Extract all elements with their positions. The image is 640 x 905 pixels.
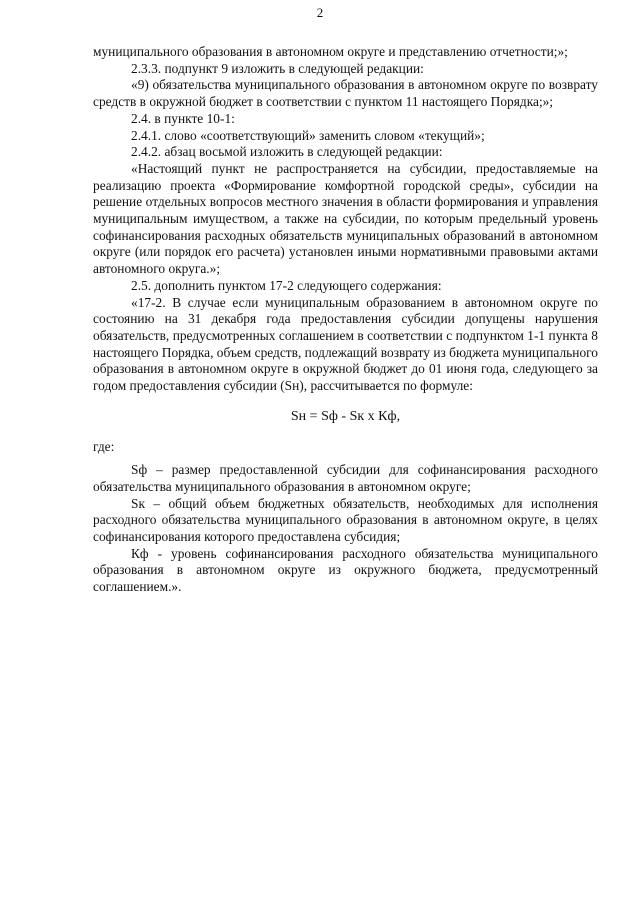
paragraph: 2.4.1. слово «соответствующий» заменить словом «текущий»; [131,127,485,143]
paragraph: 2.3.3. подпункт 9 изложить в следующей редакции: [131,60,424,76]
definition-sk: Sк – общий объем бюджетных обязательств, необходимых для исполнения расходного обязательства муниципального образования в автономном округе, в целях софинансирования которого предоставлена субсидия; [93,495,598,544]
where-label: где: [93,439,115,455]
definition-kf: Кф - уровень софинансирования расходного обязательства муниципального образования в автономном округе из окружного бюджета, предусмотренный соглашением.». [93,545,598,595]
document-body [93,44,598,596]
paragraph: 2.4. в пункте 10-1: [131,110,235,126]
paragraph: муниципального образования в автономном округе и представлению отчетности;»; [93,44,568,59]
definition-sf: Sф – размер предоставленной субсидии для софинансирования расходного обязательства муниципального образования в автономном округе; [93,462,598,494]
paragraph: 2.5. дополнить пунктом 17-2 следующего содержания: [131,277,442,293]
paragraph: «9) обязательства муниципального образования в автономном округе по возврату средств в окружной бюджет в соответствии с пунктом 11 настоящего Порядка;»; [93,77,598,110]
page-number: 2 [316,5,324,20]
paragraph: 2.4.2. абзац восьмой изложить в следующей редакции: [131,144,443,160]
paragraph: «Настоящий пункт не распространяется на субсидии, предоставляемые на реализацию проекта «Формирование комфортной городской среды», субсидии на решение отдельных вопросов местного значения в области формирования и управления муниципальным имуществом, а также на субсидии, по которым предельный уровень софинансирования расходных обязательств муниципальных образований в автономном округе (или порядок его расчета) установлен иными нормативными правовыми актами автономного округа.»; [93,160,598,277]
formula: Sн = Sф - Sк х Кф, [290,408,401,424]
paragraph: «17-2. В случае если муниципальным образованием в автономном округе по состоянию на 31 декабря года предоставления субсидии допущены нарушения обязательств, предусмотренных соглашением в соответствии с подпунктом 1-1 пункта 8 настоящего Порядка, объем средств, подлежащий возврату из бюджета муниципального образования в автономном округе в окружной бюджет до 01 июня года, следующего за годом предоставления субсидии (Sн), рассчитывается по формуле: [93,294,598,394]
